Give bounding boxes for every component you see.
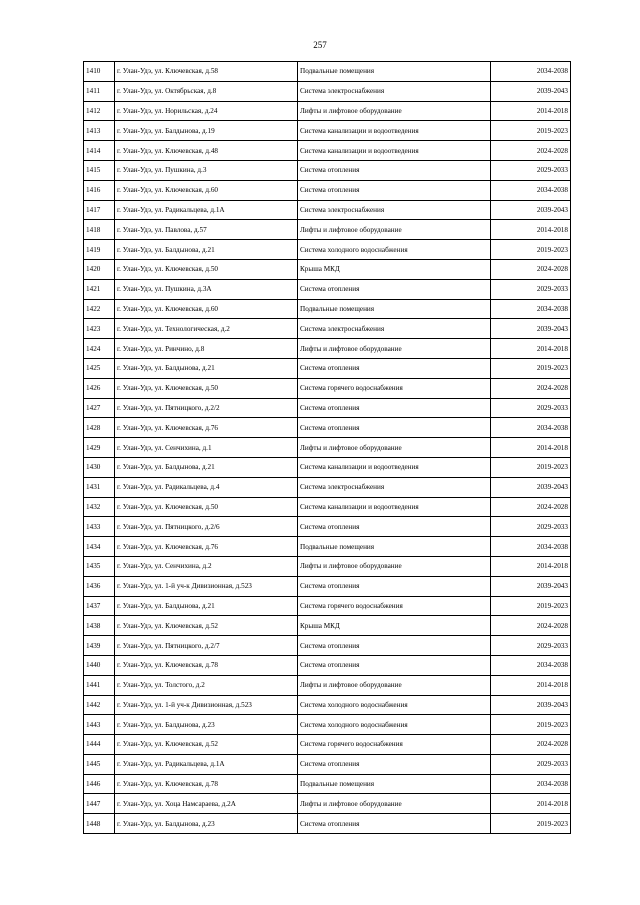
system-cell: Лифты и лифтовое оборудование	[298, 101, 491, 121]
table-row	[84, 636, 571, 656]
row-number-cell: 1430	[84, 457, 115, 477]
row-number-cell: 1423	[84, 319, 115, 339]
period-cell: 2029-2033	[491, 754, 571, 774]
address-cell: г. Улан-Удэ, ул. Ключевская, д.50	[115, 259, 298, 279]
period-cell: 2034-2038	[491, 537, 571, 557]
period-cell: 2019-2023	[491, 814, 571, 834]
row-number-cell: 1432	[84, 497, 115, 517]
row-number-cell: 1427	[84, 398, 115, 418]
table-row	[84, 537, 571, 557]
period-cell: 2034-2038	[491, 418, 571, 438]
table-row	[84, 814, 571, 834]
row-number-cell: 1435	[84, 556, 115, 576]
table-row	[84, 715, 571, 735]
table-row	[84, 160, 571, 180]
system-cell: Система отопления	[298, 576, 491, 596]
system-cell: Система горячего водоснабжения	[298, 735, 491, 755]
system-cell: Подвальные помещения	[298, 299, 491, 319]
address-cell: г. Улан-Удэ, ул. Пятницкого, д.2/6	[115, 517, 298, 537]
system-cell: Лифты и лифтовое оборудование	[298, 220, 491, 240]
period-cell: 2024-2028	[491, 378, 571, 398]
row-number-cell: 1437	[84, 596, 115, 616]
system-cell: Система электроснабжения	[298, 477, 491, 497]
address-cell: г. Улан-Удэ, ул. Балдынова, д.21	[115, 457, 298, 477]
system-cell: Подвальные помещения	[298, 537, 491, 557]
system-cell: Система отопления	[298, 358, 491, 378]
address-cell: г. Улан-Удэ, ул. Ключевская, д.52	[115, 735, 298, 755]
period-cell: 2024-2028	[491, 141, 571, 161]
period-cell: 2014-2018	[491, 556, 571, 576]
address-cell: г. Улан-Удэ, ул. Балдынова, д.21	[115, 358, 298, 378]
row-number-cell: 1434	[84, 537, 115, 557]
table-row	[84, 220, 571, 240]
address-cell: г. Улан-Удэ, ул. Пушкина, д.3А	[115, 279, 298, 299]
system-cell: Система отопления	[298, 517, 491, 537]
row-number-cell: 1417	[84, 200, 115, 220]
table-body	[84, 62, 571, 834]
system-cell: Система отопления	[298, 754, 491, 774]
period-cell: 2014-2018	[491, 438, 571, 458]
address-cell: г. Улан-Удэ, ул. Хоца Намсараева, д.2А	[115, 794, 298, 814]
system-cell: Система холодного водоснабжения	[298, 240, 491, 260]
system-cell: Система отопления	[298, 655, 491, 675]
row-number-cell: 1428	[84, 418, 115, 438]
row-number-cell: 1448	[84, 814, 115, 834]
period-cell: 2029-2033	[491, 517, 571, 537]
system-cell: Система электроснабжения	[298, 200, 491, 220]
row-number-cell: 1436	[84, 576, 115, 596]
table-row	[84, 200, 571, 220]
address-cell: г. Улан-Удэ, ул. Балдынова, д.23	[115, 715, 298, 735]
address-cell: г. Улан-Удэ, ул. Сенчихина, д.2	[115, 556, 298, 576]
table-row	[84, 774, 571, 794]
row-number-cell: 1411	[84, 81, 115, 101]
table-row	[84, 675, 571, 695]
table-row	[84, 735, 571, 755]
address-cell: г. Улан-Удэ, ул. Пятницкого, д.2/7	[115, 636, 298, 656]
row-number-cell: 1424	[84, 339, 115, 359]
address-cell: г. Улан-Удэ, ул. Ринчино, д.8	[115, 339, 298, 359]
row-number-cell: 1412	[84, 101, 115, 121]
row-number-cell: 1443	[84, 715, 115, 735]
row-number-cell: 1416	[84, 180, 115, 200]
table-row	[84, 517, 571, 537]
system-cell: Система отопления	[298, 418, 491, 438]
address-cell: г. Улан-Удэ, ул. Ключевская, д.78	[115, 655, 298, 675]
table-row	[84, 121, 571, 141]
system-cell: Система электроснабжения	[298, 81, 491, 101]
row-number-cell: 1441	[84, 675, 115, 695]
table-row	[84, 279, 571, 299]
address-cell: г. Улан-Удэ, ул. Радикальцева, д.4	[115, 477, 298, 497]
period-cell: 2034-2038	[491, 655, 571, 675]
table-row	[84, 418, 571, 438]
row-number-cell: 1413	[84, 121, 115, 141]
period-cell: 2014-2018	[491, 794, 571, 814]
system-cell: Лифты и лифтовое оборудование	[298, 794, 491, 814]
address-cell: г. Улан-Удэ, ул. Ключевская, д.78	[115, 774, 298, 794]
period-cell: 2014-2018	[491, 220, 571, 240]
address-cell: г. Улан-Удэ, ул. Технологическая, д.2	[115, 319, 298, 339]
period-cell: 2029-2033	[491, 636, 571, 656]
row-number-cell: 1419	[84, 240, 115, 260]
system-cell: Система холодного водоснабжения	[298, 695, 491, 715]
period-cell: 2029-2033	[491, 160, 571, 180]
period-cell: 2014-2018	[491, 339, 571, 359]
row-number-cell: 1415	[84, 160, 115, 180]
address-cell: г. Улан-Удэ, ул. Ключевская, д.48	[115, 141, 298, 161]
system-cell: Лифты и лифтовое оборудование	[298, 675, 491, 695]
period-cell: 2019-2023	[491, 596, 571, 616]
address-cell: г. Улан-Удэ, ул. Толстого, д.2	[115, 675, 298, 695]
system-cell: Система холодного водоснабжения	[298, 715, 491, 735]
row-number-cell: 1445	[84, 754, 115, 774]
table-row	[84, 180, 571, 200]
system-cell: Система электроснабжения	[298, 319, 491, 339]
row-number-cell: 1433	[84, 517, 115, 537]
period-cell: 2039-2043	[491, 477, 571, 497]
table-row	[84, 794, 571, 814]
system-cell: Крыша МКД	[298, 259, 491, 279]
address-cell: г. Улан-Удэ, ул. Радикальцева, д.1А	[115, 754, 298, 774]
period-cell: 2034-2038	[491, 774, 571, 794]
table-row	[84, 576, 571, 596]
period-cell: 2029-2033	[491, 398, 571, 418]
period-cell: 2039-2043	[491, 319, 571, 339]
table-row	[84, 556, 571, 576]
period-cell: 2034-2038	[491, 62, 571, 82]
table-row	[84, 457, 571, 477]
table-row	[84, 141, 571, 161]
system-cell: Подвальные помещения	[298, 62, 491, 82]
table-row	[84, 616, 571, 636]
system-cell: Система канализации и водоотведения	[298, 497, 491, 517]
table-row	[84, 655, 571, 675]
table-row	[84, 477, 571, 497]
period-cell: 2024-2028	[491, 497, 571, 517]
table-row	[84, 754, 571, 774]
address-cell: г. Улан-Удэ, ул. Пятницкого, д.2/2	[115, 398, 298, 418]
address-cell: г. Улан-Удэ, ул. Балдынова, д.21	[115, 596, 298, 616]
row-number-cell: 1421	[84, 279, 115, 299]
system-cell: Система канализации и водоотведения	[298, 457, 491, 477]
address-cell: г. Улан-Удэ, ул. Радикальцева, д.1А	[115, 200, 298, 220]
address-cell: г. Улан-Удэ, ул. Балдынова, д.19	[115, 121, 298, 141]
address-cell: г. Улан-Удэ, ул. Ключевская, д.52	[115, 616, 298, 636]
period-cell: 2019-2023	[491, 240, 571, 260]
period-cell: 2014-2018	[491, 101, 571, 121]
system-cell: Система отопления	[298, 636, 491, 656]
address-cell: г. Улан-Удэ, ул. Ключевская, д.58	[115, 62, 298, 82]
system-cell: Система отопления	[298, 398, 491, 418]
period-cell: 2019-2023	[491, 358, 571, 378]
row-number-cell: 1431	[84, 477, 115, 497]
address-cell: г. Улан-Удэ, ул. Ключевская, д.76	[115, 537, 298, 557]
address-cell: г. Улан-Удэ, ул. Октябрьская, д.8	[115, 81, 298, 101]
period-cell: 2024-2028	[491, 616, 571, 636]
period-cell: 2034-2038	[491, 180, 571, 200]
row-number-cell: 1422	[84, 299, 115, 319]
row-number-cell: 1439	[84, 636, 115, 656]
period-cell: 2019-2023	[491, 121, 571, 141]
period-cell: 2019-2023	[491, 715, 571, 735]
capital-repair-table	[83, 61, 571, 834]
table-row	[84, 438, 571, 458]
row-number-cell: 1446	[84, 774, 115, 794]
period-cell: 2039-2043	[491, 200, 571, 220]
address-cell: г. Улан-Удэ, ул. Пушкина, д.3	[115, 160, 298, 180]
table-row	[84, 596, 571, 616]
system-cell: Система канализации и водоотведения	[298, 141, 491, 161]
address-cell: г. Улан-Удэ, ул. Павлова, д.57	[115, 220, 298, 240]
address-cell: г. Улан-Удэ, ул. Балдынова, д.21	[115, 240, 298, 260]
table-row	[84, 259, 571, 279]
row-number-cell: 1420	[84, 259, 115, 279]
system-cell: Система отопления	[298, 160, 491, 180]
address-cell: г. Улан-Удэ, ул. Сенчихина, д.1	[115, 438, 298, 458]
row-number-cell: 1442	[84, 695, 115, 715]
table-row	[84, 358, 571, 378]
row-number-cell: 1438	[84, 616, 115, 636]
address-cell: г. Улан-Удэ, ул. 1-й уч-к Дивизионная, д.523	[115, 695, 298, 715]
row-number-cell: 1447	[84, 794, 115, 814]
address-cell: г. Улан-Удэ, ул. Ключевская, д.76	[115, 418, 298, 438]
table-row	[84, 81, 571, 101]
system-cell: Лифты и лифтовое оборудование	[298, 339, 491, 359]
row-number-cell: 1418	[84, 220, 115, 240]
address-cell: г. Улан-Удэ, ул. Балдынова, д.23	[115, 814, 298, 834]
table-row	[84, 62, 571, 82]
system-cell: Система горячего водоснабжения	[298, 378, 491, 398]
table-row	[84, 398, 571, 418]
period-cell: 2014-2018	[491, 675, 571, 695]
system-cell: Крыша МКД	[298, 616, 491, 636]
period-cell: 2024-2028	[491, 259, 571, 279]
system-cell: Лифты и лифтовое оборудование	[298, 438, 491, 458]
table-row	[84, 339, 571, 359]
row-number-cell: 1429	[84, 438, 115, 458]
address-cell: г. Улан-Удэ, ул. Ключевская, д.50	[115, 378, 298, 398]
system-cell: Система отопления	[298, 180, 491, 200]
period-cell: 2039-2043	[491, 576, 571, 596]
table-row	[84, 497, 571, 517]
address-cell: г. Улан-Удэ, ул. Норильская, д.24	[115, 101, 298, 121]
page-number: 257	[313, 40, 327, 50]
table-row	[84, 101, 571, 121]
address-cell: г. Улан-Удэ, ул. 1-й уч-к Дивизионная, д.523	[115, 576, 298, 596]
system-cell: Подвальные помещения	[298, 774, 491, 794]
address-cell: г. Улан-Удэ, ул. Ключевская, д.60	[115, 180, 298, 200]
row-number-cell: 1426	[84, 378, 115, 398]
address-cell: г. Улан-Удэ, ул. Ключевская, д.60	[115, 299, 298, 319]
row-number-cell: 1410	[84, 62, 115, 82]
system-cell: Система канализации и водоотведения	[298, 121, 491, 141]
table-row	[84, 299, 571, 319]
table-row	[84, 240, 571, 260]
system-cell: Система горячего водоснабжения	[298, 596, 491, 616]
period-cell: 2029-2033	[491, 279, 571, 299]
table-row	[84, 319, 571, 339]
system-cell: Лифты и лифтовое оборудование	[298, 556, 491, 576]
period-cell: 2019-2023	[491, 457, 571, 477]
row-number-cell: 1414	[84, 141, 115, 161]
system-cell: Система отопления	[298, 279, 491, 299]
period-cell: 2039-2043	[491, 81, 571, 101]
table-row	[84, 695, 571, 715]
row-number-cell: 1440	[84, 655, 115, 675]
row-number-cell: 1444	[84, 735, 115, 755]
row-number-cell: 1425	[84, 358, 115, 378]
period-cell: 2039-2043	[491, 695, 571, 715]
address-cell: г. Улан-Удэ, ул. Ключевская, д.50	[115, 497, 298, 517]
period-cell: 2034-2038	[491, 299, 571, 319]
system-cell: Система отопления	[298, 814, 491, 834]
period-cell: 2024-2028	[491, 735, 571, 755]
table-row	[84, 378, 571, 398]
